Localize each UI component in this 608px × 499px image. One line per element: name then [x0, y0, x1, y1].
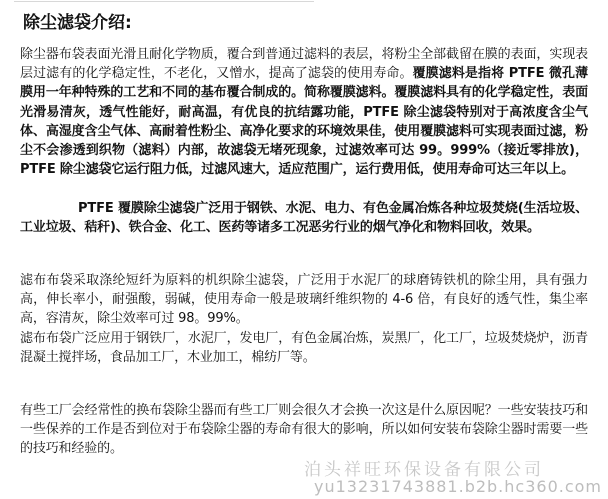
watermark-url: yu13231743881.b2b.hc360.com: [314, 477, 602, 496]
filter-cloth-text: 滤布布袋采取涤纶短纤为原料的机织除尘滤袋，广泛用于水泥厂的球磨铸铁机的除尘用，具有强力高，伸长率小，耐强酸，弱碱，使用寿命一般是玻璃纤维织物的 4-6 倍，有良好的透气性，集尘率高，容清灰，除尘效率可过 98。99%。: [20, 273, 588, 327]
paragraph-intro: [20, 45, 588, 179]
watermark-company: 泊头祥旺环保设备有限公司: [304, 460, 544, 480]
page-title: 除尘滤袋介绍:: [23, 13, 132, 33]
maintenance-text: 有些工厂会经常性的换布袋除尘器而有些工厂则会很久才会换一次这是什么原因呢？一些安装技巧和一些保养的工作是否到位对于布袋除尘器的寿命有很大的影响，所以如何安装布袋除尘器时需要一些的技巧和经验的。: [20, 403, 588, 457]
paragraph-ptfe-applications: [20, 199, 588, 237]
top-divider: [14, 1, 314, 2]
intro-sentence: 除尘器布袋表面光滑且耐化学物质，覆合到普通过滤料的表层，将粉尘全部截留在膜的表面，实现表层过滤有的化学稳定性，不老化，又憎水，提高了滤袋的使用寿命。: [20, 47, 588, 82]
filter-cloth-usage-text: 滤布布袋广泛应用于钢铁厂，水泥厂，发电厂，有色金属冶炼，炭黑厂，化工厂，垃圾焚烧炉，沥青混凝土搅拌场，食品加工厂，木业加工，棉纺厂等。: [20, 330, 588, 365]
paragraph-maintenance: [20, 401, 588, 459]
paragraph-filter-cloth: [20, 271, 588, 367]
membrane-description: 覆膜滤料是指将 PTFE 微孔薄膜用一年种特殊的工艺和不同的基布覆合制成的。简称覆膜滤料。覆膜滤料具有的化学稳定性，表面光滑易清灰，透气性能好，耐高温，有优良的抗结露功能，PTFE 除尘滤袋特别对于高浓度含尘气体、高湿度含尘气体、高耐着性粉尘、高净化要求的环境效果佳，使用覆膜滤料可实现表面过滤，粉尘不会渗透到织物（滤料）内部，故滤袋无堵死现象，过滤效率可达 99。999%（接近零排放)，PTFE 除尘滤袋它运行阻力低，过滤风速大，适应范围广，运行费用低，使用寿命可达三年以上。: [20, 66, 588, 178]
ptfe-applications-text: PTFE 覆膜除尘滤袋广泛用于钢铁、水泥、电力、有色金属冶炼各种垃圾焚烧(生活垃圾、工业垃圾、秸秆)、铁合金、化工、医药等诸多工况恶劣行业的烟气净化和物料回收，效果。: [20, 201, 588, 236]
